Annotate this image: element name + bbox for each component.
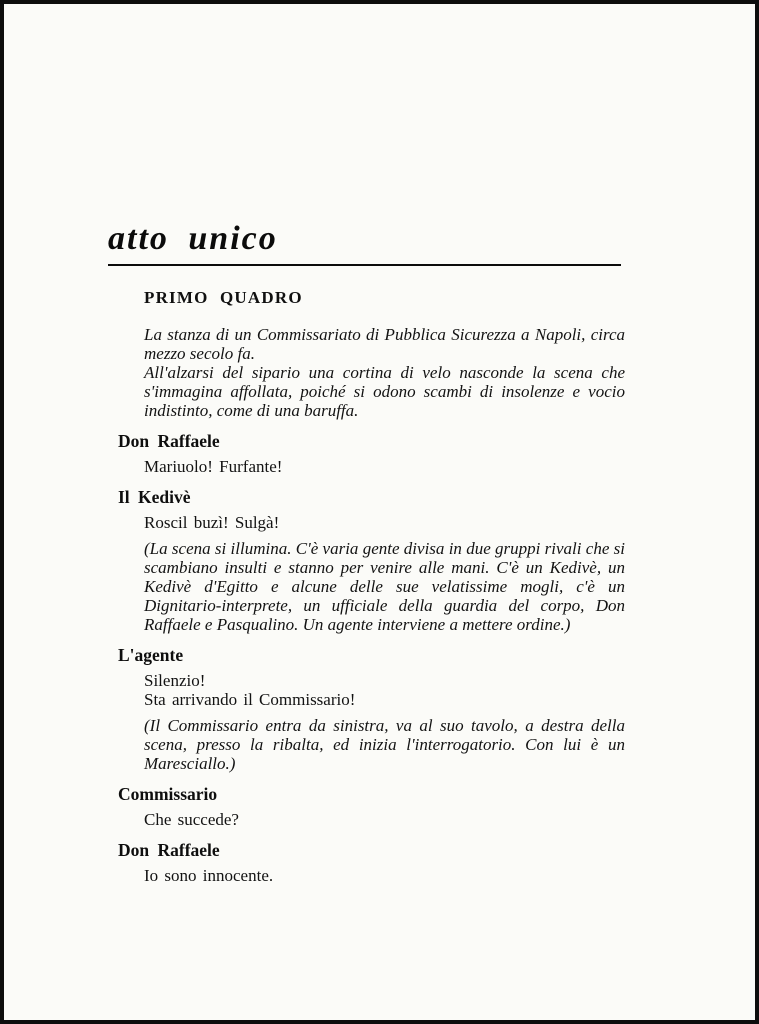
title-rule [108,264,621,266]
book-page [4,4,755,1020]
dialogue-line: Che succede? [144,810,239,829]
character-name: Il Kedivè [118,487,191,507]
dialogue-line: Sta arrivando il Commissario! [144,690,356,709]
act-title: atto unico [108,220,278,257]
dialogue-line: Mariuolo! Furfante! [144,457,283,476]
character-name: Don Raffaele [118,840,220,860]
character-name: Commissario [118,784,218,804]
inline-stage-direction: (Il Commissario entra da sinistra, va al suo tavolo, a destra della scena, presso la ribalta, ed inizia l'interrogatorio. Con lui è un Maresciallo.) [144,716,625,773]
character-name: L'agente [118,645,184,665]
dialogue-line: Io sono innocente. [144,866,274,885]
character-name: Don Raffaele [118,431,220,451]
speech [118,645,625,773]
speech [118,840,625,885]
scene-heading: PRIMO QUADRO [144,288,303,307]
dialogue-line: Silenzio! [144,671,206,690]
speech [118,431,625,476]
inline-stage-direction: (La scena si illumina. C'è varia gente divisa in due gruppi rivali che si scambiano insulti e stanno per venire alle mani. C'è un Kedivè, un Kedivè d'Egitto e alcune delle sue velatissime mogli, c'è un Dignitario-interprete, un ufficiale della guardia del corpo, Don Raffaele e Pasqualino. Un agente interviene a mettere ordine.) [144,539,625,634]
speech [118,487,625,634]
dialogue-line: Roscil buzì! Sulgà! [144,513,280,532]
opening-stage-direction: La stanza di un Commissariato di Pubblica Sicurezza a Napoli, circa mezzo secolo fa. [144,325,625,363]
page-content [118,288,625,885]
speech [118,784,625,829]
opening-stage-direction: All'alzarsi del sipario una cortina di velo nasconde la scena che s'immagina affollata, poiché si odono scambi di insolenze e vocio indistinto, come di una baruffa. [144,363,625,420]
